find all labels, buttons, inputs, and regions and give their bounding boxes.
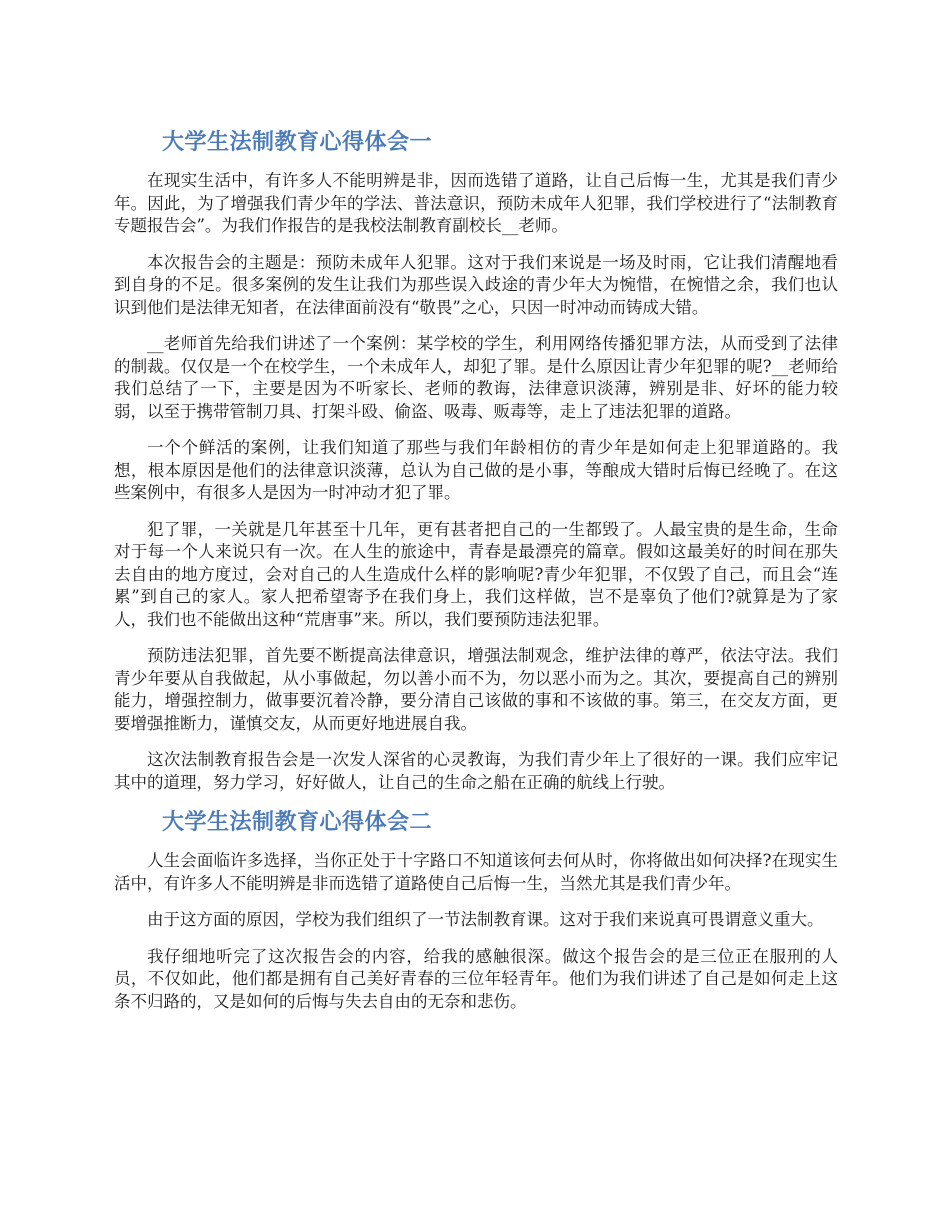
paragraph: 犯了罪，一关就是几年甚至十几年，更有甚者把自己的一生都毁了。人最宝贵的是生命，生命对于每一个人来说只有一次。在人生的旅途中，青春是最漂亮的篇章。假如这最美好的时间在那失去自由的地方度过，会对自己的人生造成什么样的影响呢?青少年犯罪，不仅毁了自己，而且会“连累”到自己的家人。家人把希望寄予在我们身上，我们这样做，岂不是辜负了他们?就算是为了家人，我们也不能做出这种“荒唐事”来。所以，我们要预防违法犯罪。 <box>114 519 838 629</box>
section-title-2: 大学生法制教育心得体会二 <box>162 810 433 835</box>
paragraph: 一个个鲜活的案例，让我们知道了那些与我们年龄相仿的青少年是如何走上犯罪道路的。我想，根本原因是他们的法律意识淡薄，总认为自己做的是小事，等酿成大错时后悔已经晚了。在这些案例中，有很多人是因为一时冲动才犯了罪。 <box>114 438 838 502</box>
paragraph: 预防违法犯罪，首先要不断提高法律意识，增强法制观念，维护法律的尊严，依法守法。我们青少年要从自我做起，从小事做起，勿以善小而不为，勿以恶小而为之。其次，要提高自己的辨别能力，增强控制力，做事要沉着冷静，要分清自己该做的事和不该做的事。第三，在交友方面，更要增强推断力，谨慎交友，从而更好地进展自我。 <box>114 646 838 733</box>
paragraph: 由于这方面的原因，学校为我们组织了一节法制教育课。这对于我们来说真可畏谓意义重大。 <box>147 910 824 929</box>
paragraph: 这次法制教育报告会是一次发人深省的心灵教诲，为我们青少年上了很好的一课。我们应牢记其中的道理，努力学习，好好做人，让自己的生命之船在正确的航线上行驶。 <box>114 750 838 792</box>
paragraph: __老师首先给我们讲述了一个案例：某学校的学生，利用网络传播犯罪方法，从而受到了法律的制裁。仅仅是一个在校学生，一个未成年人，却犯了罪。是什么原因让青少年犯罪的呢?__老师给我们总结了一下，主要是因为不听家长、老师的教诲，法律意识淡薄，辨别是非、好坏的能力较弱，以至于携带管制刀具、打架斗殴、偷盗、吸毒、贩毒等，走上了违法犯罪的道路。 <box>114 334 838 421</box>
paragraph: 人生会面临许多选择，当你正处于十字路口不知道该何去何从时，你将做出如何决择?在现实生活中，有许多人不能明辨是非而选错了道路使自己后悔一生，当然尤其是我们青少年。 <box>114 851 838 893</box>
section-title-1: 大学生法制教育心得体会一 <box>162 130 433 155</box>
paragraph: 本次报告会的主题是：预防未成年人犯罪。这对于我们来说是一场及时雨，它让我们清醒地看到自身的不足。很多案例的发生让我们为那些误入歧途的青少年大为惋惜，在惋惜之余，我们也认识到他们是法律无知者，在法律面前没有“敬畏”之心，只因一时冲动而铸成大错。 <box>114 252 838 317</box>
paragraph: 在现实生活中，有许多人不能明辨是非，因而选错了道路，让自己后悔一生，尤其是我们青少年。因此，为了增强我们青少年的学法、普法意识，预防未成年人犯罪，我们学校进行了“法制教育专题报告会”。为我们作报告的是我校法制教育副校长__老师。 <box>114 171 838 235</box>
paragraph: 我仔细地听完了这次报告会的内容，给我的感触很深。做这个报告会的是三位正在服刑的人员，不仅如此，他们都是拥有自己美好青春的三位年轻青年。他们为我们讲述了自己是如何走上这条不归路的，又是如何的后悔与失去自由的无奈和悲伤。 <box>114 946 838 1011</box>
document-page <box>114 0 838 1230</box>
